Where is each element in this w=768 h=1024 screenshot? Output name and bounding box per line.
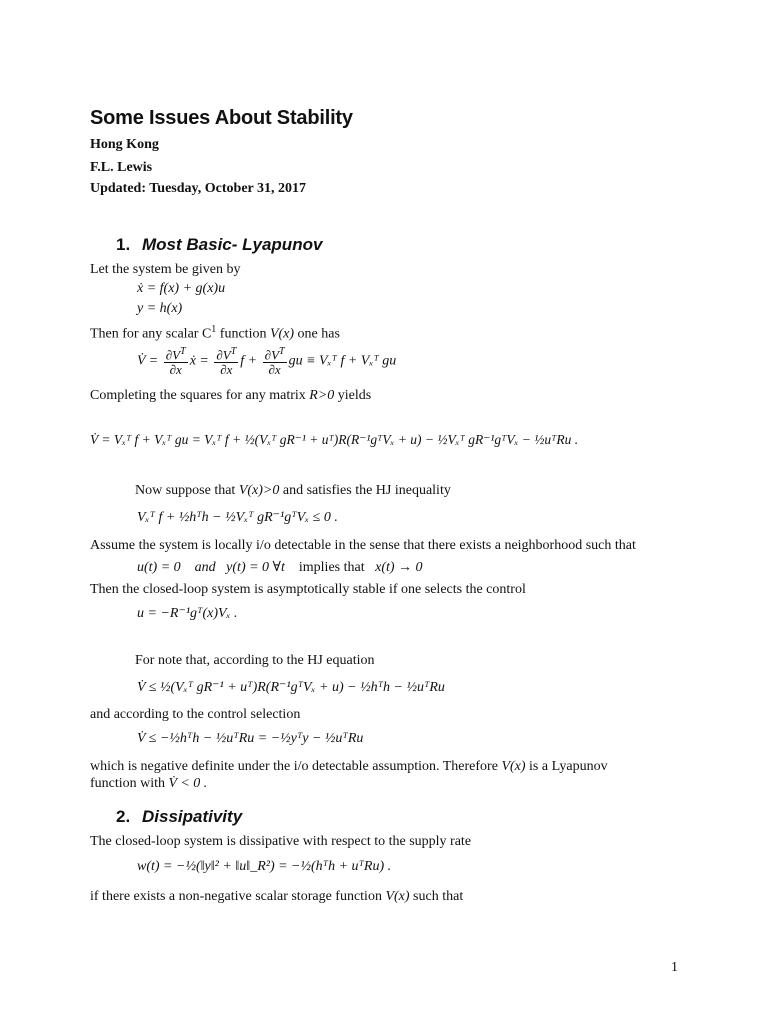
author-line: F.L. Lewis — [90, 160, 153, 175]
equation-control: u = −R⁻¹gᵀ(x)Vₓ . — [137, 606, 238, 621]
paragraph: For note that, according to the HJ equation — [135, 653, 375, 668]
page-title: Some Issues About Stability — [90, 107, 353, 129]
paragraph: Let the system be given by — [90, 262, 241, 277]
paragraph: The closed-loop system is dissipative with respect to the supply rate — [90, 834, 472, 849]
section-heading-2 — [116, 807, 242, 827]
paragraph: if there exists a non-negative scalar storage function V(x) such that — [90, 889, 464, 904]
section-title: Most Basic- Lyapunov — [142, 235, 323, 254]
equation-detectability: u(t) = 0 and y(t) = 0 ∀t implies that x(t) → 0 — [137, 560, 423, 575]
paragraph: Now suppose that V(x)>0 and satisfies the HJ inequality — [135, 483, 451, 498]
paragraph: function with V̇ < 0 . — [90, 776, 208, 791]
equation-completing-squares: V̇ = Vₓᵀ f + Vₓᵀ gu = Vₓᵀ f + ½(Vₓᵀ gR⁻¹ + uᵀ)R(R⁻¹gᵀVₓ + u) − ½Vₓᵀ gR⁻¹gᵀVₓ − ½uᵀRu . — [90, 432, 579, 447]
paragraph: Then for any scalar $C^1$ function V(x) one has — [90, 324, 340, 342]
paragraph: Then the closed-loop system is asymptotically stable if one selects the control — [90, 582, 526, 597]
updated-line: Updated: Tuesday, October 31, 2017 — [90, 181, 306, 196]
paragraph: which is negative definite under the i/o detectable assumption. Therefore V(x) is a Lyapunov — [90, 759, 608, 774]
section-number: 2. — [116, 807, 131, 826]
section-number: 1. — [116, 235, 131, 254]
equation-output: y = h(x) — [137, 301, 183, 316]
equation-system-dynamics: ẋ = f(x) + g(x)u — [137, 281, 226, 296]
location-line: Hong Kong — [90, 137, 159, 152]
equation-vdot: V̇ = $\frac{\partial V^T}{\partial x}$ ẋ = $\frac{\partial V^T}{\partial x}$ f + $\frac{\partial V^T}{\partial x}$ gu ≡ Vₓᵀ f + Vₓᵀ gu — [137, 346, 397, 378]
paragraph: and according to the control selection — [90, 707, 301, 722]
paragraph: Assume the system is locally i/o detectable in the sense that there exists a neighborhood such that — [90, 538, 636, 553]
equation-supply-rate: w(t) = −½(‖y‖² + ‖u‖_R²) = −½(hᵀh + uᵀRu) . — [137, 859, 392, 874]
page-number: 1 — [671, 960, 678, 975]
paragraph: Completing the squares for any matrix R>0 yields — [90, 388, 372, 403]
section-heading-1 — [116, 235, 322, 255]
equation-hj-equation: V̇ ≤ ½(Vₓᵀ gR⁻¹ + uᵀ)R(R⁻¹gᵀVₓ + u) − ½hᵀh − ½uᵀRu — [137, 680, 445, 695]
equation-control-selection: V̇ ≤ −½hᵀh − ½uᵀRu = −½yᵀy − ½uᵀRu — [137, 731, 364, 746]
equation-hj-inequality: Vₓᵀ f + ½hᵀh − ½Vₓᵀ gR⁻¹gᵀVₓ ≤ 0 . — [137, 510, 338, 525]
section-title: Dissipativity — [142, 807, 243, 826]
